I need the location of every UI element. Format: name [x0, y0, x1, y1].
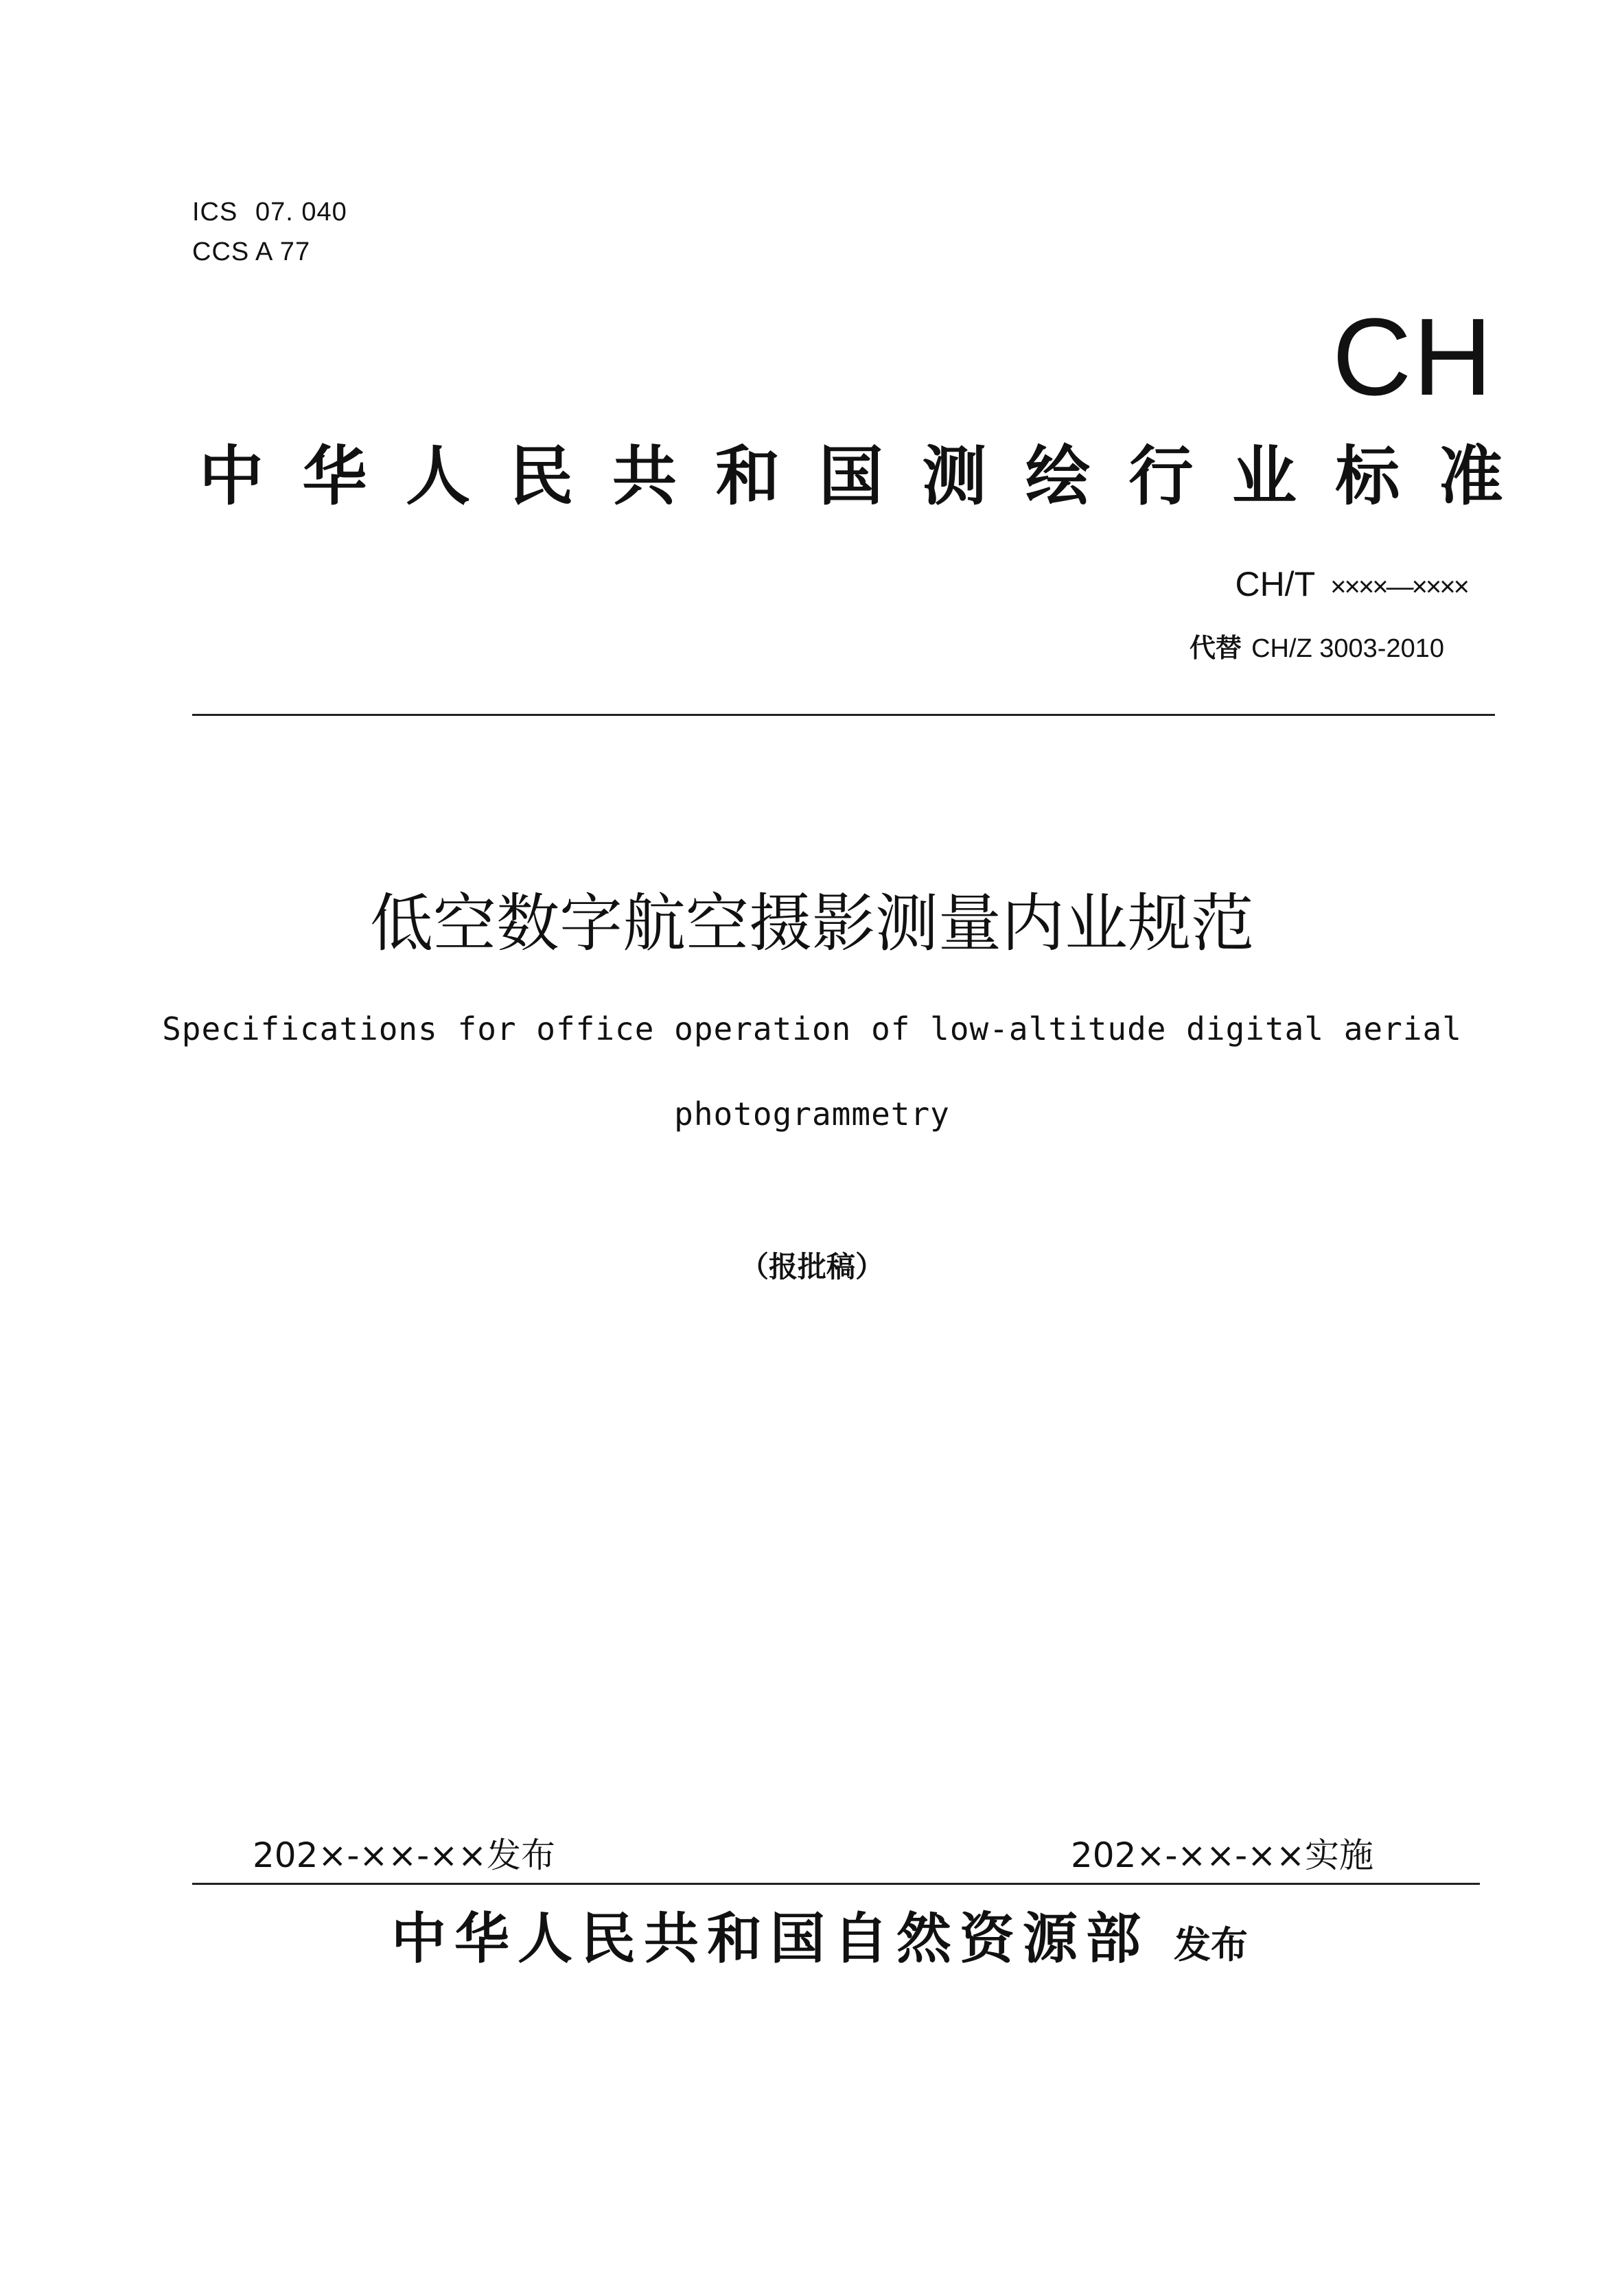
replaces-note — [1190, 635, 1444, 662]
title-char: 共 — [612, 439, 677, 514]
standard-mark: CH — [1332, 295, 1494, 418]
standard-number — [1235, 567, 1468, 601]
ics-value: 07. 040 — [255, 198, 347, 227]
document-title-en-line2: photogrammetry — [674, 1095, 950, 1133]
ccs-value: A 77 — [255, 237, 311, 266]
ics-label: ICS — [192, 198, 238, 227]
title-char: 绘 — [1025, 439, 1090, 514]
draft-status: （报批稿） — [739, 1250, 884, 1284]
publish-date: 202×-××-××发布 — [253, 1835, 555, 1875]
title-char: 中 — [199, 439, 264, 514]
ccs-code — [192, 239, 310, 265]
publisher-action: 发布 — [1174, 1923, 1248, 1967]
title-char: 国 — [818, 439, 883, 514]
title-char: 业 — [1231, 439, 1297, 514]
document-title-cn: 低空数字航空摄影测量内业规范 — [369, 887, 1254, 960]
ccs-label: CCS — [192, 237, 250, 266]
replaces-label: 代替 — [1190, 633, 1242, 663]
document-title-en-line1: Specifications for office operation of low-altitude digital aerial — [162, 1010, 1462, 1047]
title-char: 准 — [1438, 439, 1503, 514]
standard-type-title — [199, 439, 1503, 514]
header-divider — [192, 714, 1495, 716]
standard-number-prefix: CH/T — [1235, 565, 1316, 603]
implement-date: 202×-××-××实施 — [1071, 1835, 1373, 1875]
title-char: 和 — [715, 439, 780, 514]
publisher-organization: 中华人民共和国自然资源部 — [391, 1907, 1149, 1971]
title-char: 人 — [405, 439, 470, 514]
title-char: 华 — [302, 439, 367, 514]
title-char: 行 — [1128, 439, 1194, 514]
footer-divider — [192, 1883, 1480, 1885]
standard-number-value: ××××—×××× — [1330, 572, 1468, 602]
title-char: 标 — [1335, 439, 1400, 514]
publisher — [391, 1907, 1248, 1971]
title-char: 测 — [922, 439, 987, 514]
ics-code — [192, 199, 347, 225]
title-char: 民 — [509, 439, 574, 514]
replaces-value: CH/Z 3003-2010 — [1251, 634, 1444, 663]
